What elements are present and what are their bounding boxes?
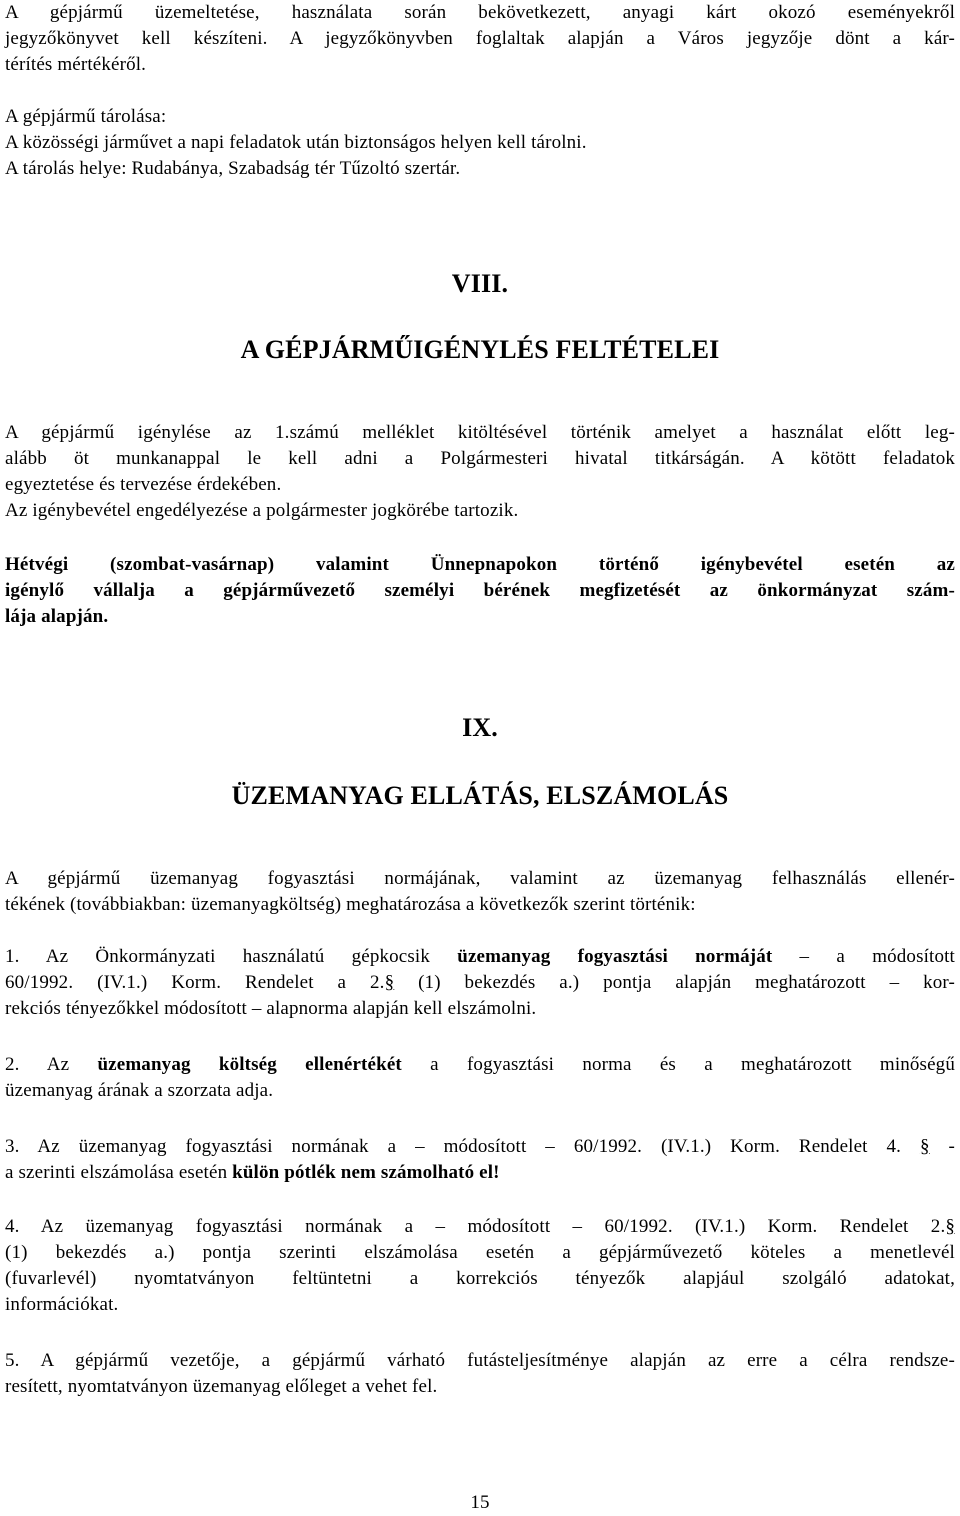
point-1-line: 60/1992. (IV.1.) Korm. Rendelet a 2.§ (1) bekezdés a.) pontja alapján meghatározott – kor- [5, 972, 955, 993]
point-4-line: 4. Az üzemanyag fogyasztási normának a – módosított – 60/1992. (IV.1.) Korm. Rendelet 2.§ [5, 1216, 955, 1237]
section-title: ÜZEMANYAG ELLÁTÁS, ELSZÁMOLÁS [231, 781, 729, 810]
section-number: IX. [462, 713, 498, 742]
point-5-line: 5. A gépjármű vezetője, a gépjármű várható futásteljesítménye alapján az erre a célra rendsze- [5, 1350, 955, 1371]
text-line: A gépjármű igénylése az 1.számú melléklet kitöltésével történik amelyet a használat előtt leg- [5, 422, 955, 443]
point-2-line: 2. Az üzemanyag költség ellenértékét a fogyasztási norma és a meghatározott minőségű [5, 1054, 955, 1075]
text-line: A gépjármű üzemanyag fogyasztási normájának, valamint az üzemanyag felhasználás ellenér- [5, 868, 955, 889]
point-2-line: üzemanyag árának a szorzata adja. [5, 1080, 274, 1101]
text-line: tékének (továbbiakban: üzemanyagköltség) meghatározása a következők szerint történik: [5, 894, 696, 915]
text-line: A közösségi járművet a napi feladatok után biztonságos helyen kell tárolni. [5, 132, 587, 153]
page-number: 15 [470, 1492, 490, 1513]
bold-text-line: lája alapján. [5, 606, 109, 627]
text-line: térítés mértékéről. [5, 54, 147, 75]
section-title: A GÉPJÁRMŰIGÉNYLÉS FELTÉTELEI [240, 335, 720, 364]
text-line: A gépjármű üzemeltetése, használata során bekövetkezett, anyagi kárt okozó eseményekről [5, 2, 955, 23]
point-1-line: rekciós tényezőkkel módosított – alapnorma alapján kell elszámolni. [5, 998, 537, 1019]
bold-text-line: Hétvégi (szombat-vasárnap) valamint Ünnepnapokon történő igénybevétel esetén az [5, 554, 955, 575]
text-line: jegyzőkönyvet kell készíteni. A jegyzőkönyvben foglaltak alapján a Város jegyzője dönt a kár- [5, 28, 955, 49]
point-1-line: 1. Az Önkormányzati használatú gépkocsik üzemanyag fogyasztási normáját – a módosított [5, 946, 955, 967]
section-number: VIII. [451, 269, 509, 298]
point-4-line: információkat. [5, 1294, 119, 1315]
storage-heading: A gépjármű tárolása: [5, 106, 167, 127]
point-5-line: resített, nyomtatványon üzemanyag előleget a vehet fel. [5, 1376, 438, 1397]
text-line: Az igénybevétel engedélyezése a polgármester jogkörébe tartozik. [5, 500, 519, 521]
point-4-line: (fuvarlevél) nyomtatványon feltüntetni a korrekciós tényezők alapjául szolgáló adatokat, [5, 1268, 955, 1289]
bold-text-line: igénylő vállalja a gépjárművezető személyi bérének megfizetését az önkormányzat szám- [5, 580, 955, 601]
point-3-line: 3. Az üzemanyag fogyasztási normának a – módosított – 60/1992. (IV.1.) Korm. Rendelet 4. § - [5, 1136, 955, 1157]
point-3-line: a szerinti elszámolása esetén külön pótlék nem számolható el! [5, 1162, 500, 1183]
text-line: A tárolás helye: Rudabánya, Szabadság tér Tűzoltó szertár. [5, 158, 461, 179]
point-4-line: (1) bekezdés a.) pontja szerinti elszámolása esetén a gépjárművezető köteles a menetlevél [5, 1242, 955, 1263]
text-line: egyeztetése és tervezése érdekében. [5, 474, 282, 495]
text-line: alább öt munkanappal le kell adni a Polgármesteri hivatal titkárságán. A kötött feladatok [5, 448, 955, 469]
